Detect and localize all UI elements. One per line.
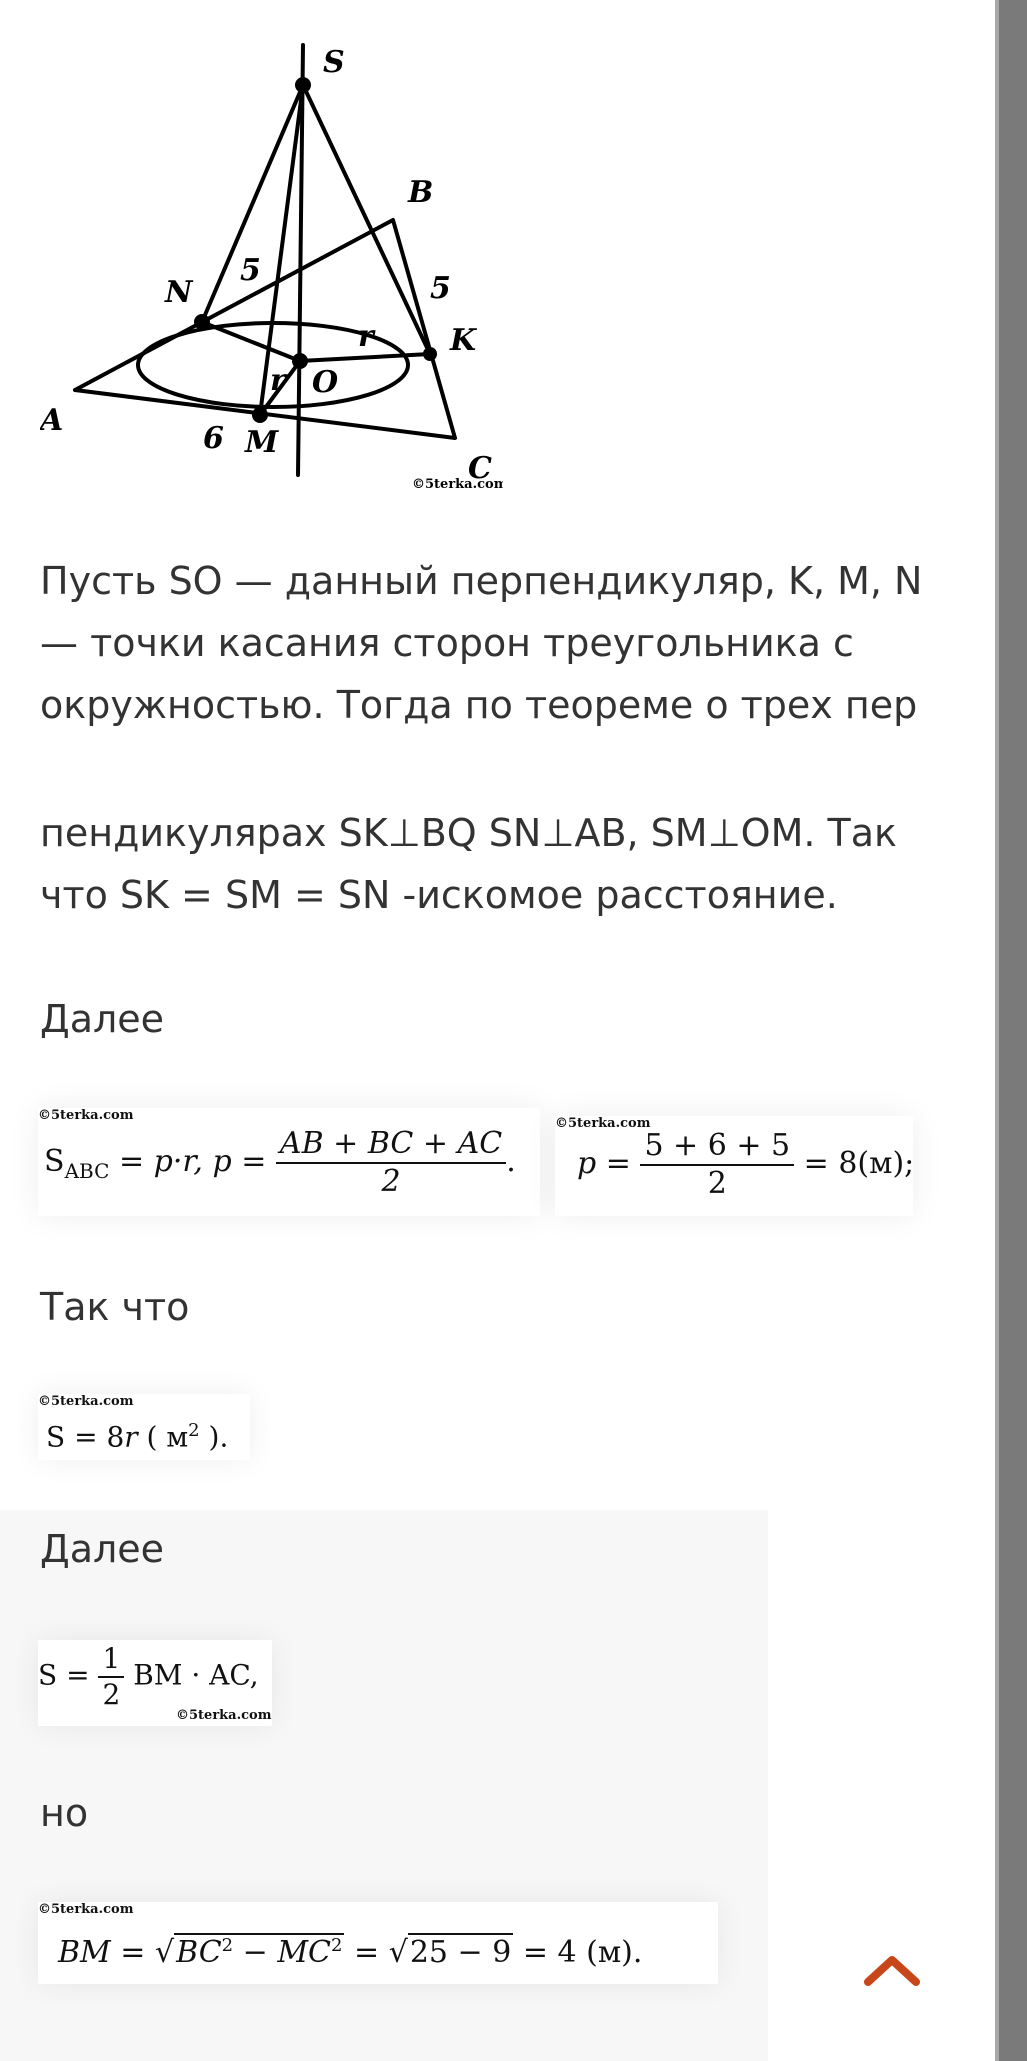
formula-bm-pythagoras-text: BM = $√BC^2 - MC^2 = √25 - 9 = 4$ (м).: [58, 1935, 643, 1970]
label-r2: r: [270, 363, 286, 398]
scroll-top-button[interactable]: [862, 1950, 922, 1990]
geometry-figure: [40, 40, 503, 492]
formula-area-perimeter-text: $S_{ABC} = p\cdot r$, p = $\frac{AB + BC + AC}{2}$ .: [44, 1126, 516, 1199]
formula-half-bm-ac: [38, 1640, 272, 1726]
formula-watermark: ©5terka.com: [38, 1108, 134, 1123]
formula-area-8r: [38, 1394, 250, 1460]
pyramid-diagram: [40, 40, 503, 492]
label-6: 6: [203, 421, 224, 456]
chevron-up-icon: [862, 1950, 922, 1990]
label-5-right: 5: [430, 271, 451, 306]
formula-semiperimeter: [555, 1116, 913, 1216]
formula-watermark: ©5terka.com: [176, 1708, 272, 1723]
label-r1: r: [358, 319, 374, 354]
scrollbar-edge: [995, 0, 999, 2061]
label-C: C: [468, 451, 492, 486]
formula-area-8r-text: S = 8r ( $м^2$ ).: [46, 1420, 229, 1454]
formula-half-bm-ac-text: S = $\frac{1}{2}$ BM · AC,: [38, 1642, 259, 1711]
figure-watermark: ©5terka.com: [412, 477, 503, 492]
paragraph-next-1: Далее: [40, 997, 165, 1041]
paragraph-intro: Пусть SO — данный перпендикуляр, K, M, N — точки касания сторон треугольника с окружностью. Тогда по теореме о трех пер: [40, 559, 923, 727]
label-N: N: [165, 275, 193, 310]
label-5-left: 5: [240, 253, 261, 288]
label-O: O: [312, 365, 339, 400]
paragraph-but: но: [40, 1791, 89, 1835]
paragraph-so: Так что: [40, 1285, 190, 1329]
formula-watermark: ©5terka.com: [555, 1116, 651, 1131]
paragraph-perpendiculars: пендикулярах SK⊥BQ SN⊥AB, SM⊥OM. Так что SK = SM = SN -искомое расстояние.: [40, 811, 897, 917]
formula-watermark: ©5terka.com: [38, 1394, 134, 1409]
scrollbar[interactable]: [995, 0, 1027, 2061]
paragraph-next-2: Далее: [40, 1527, 165, 1571]
formula-watermark: ©5terka.com: [38, 1902, 134, 1917]
formula-area-perimeter: [38, 1108, 540, 1216]
formula-bm-pythagoras: [38, 1902, 718, 1984]
label-S: S: [323, 45, 345, 80]
label-K: K: [450, 323, 477, 358]
label-M: M: [245, 425, 279, 460]
formula-semiperimeter-text: p = $\frac{5 + 6 + 5}{2}$ = 8(м);: [577, 1128, 915, 1201]
label-B: B: [408, 175, 434, 210]
label-A: A: [40, 403, 64, 438]
